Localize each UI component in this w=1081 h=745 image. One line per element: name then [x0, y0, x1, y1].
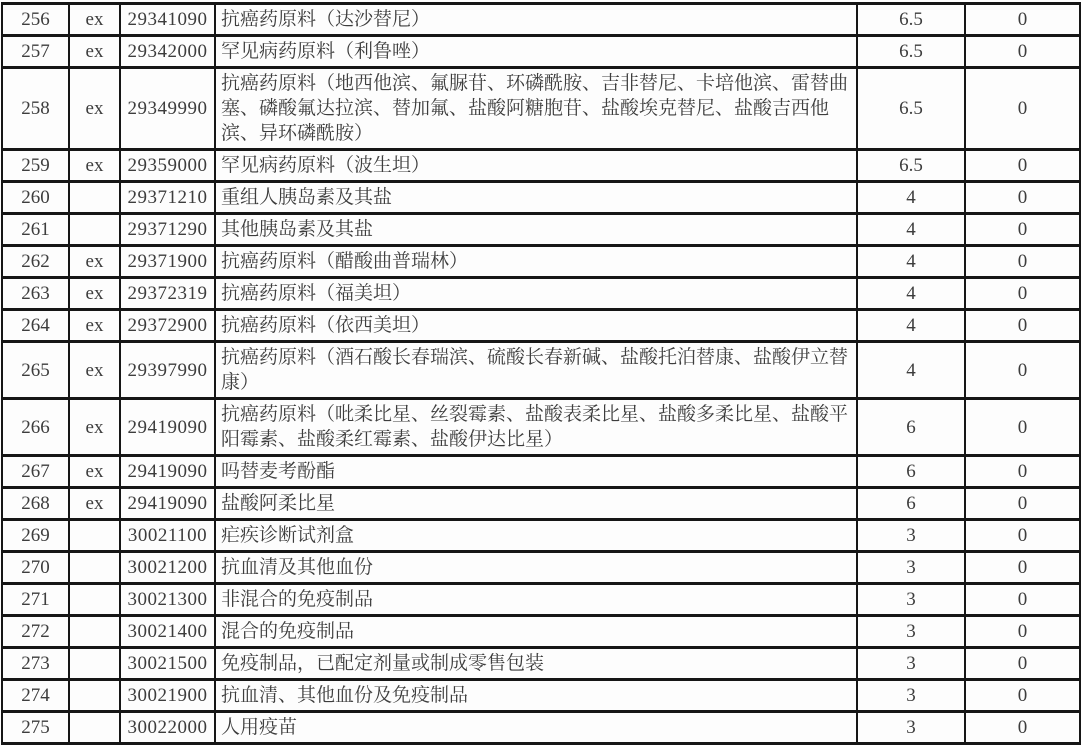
table-row [2, 246, 1080, 278]
rate-cell: 3 [857, 584, 965, 616]
hs-code-cell: 29349990 [120, 68, 215, 150]
description-cell: 重组人胰岛素及其盐 [215, 182, 857, 214]
hs-code-cell: 29371290 [120, 214, 215, 246]
ex-marker-cell: ex [69, 310, 120, 342]
zero-rate-cell: 0 [965, 214, 1080, 246]
hs-code-cell: 30021400 [120, 616, 215, 648]
rate-cell: 6.5 [857, 68, 965, 150]
hs-code-cell: 30021900 [120, 680, 215, 712]
row-number-cell: 257 [2, 36, 69, 68]
ex-marker-cell: ex [69, 399, 120, 456]
ex-marker-cell [69, 182, 120, 214]
hs-code-cell: 29419090 [120, 399, 215, 456]
table-row [2, 4, 1080, 36]
zero-rate-cell: 0 [965, 278, 1080, 310]
zero-rate-cell: 0 [965, 648, 1080, 680]
hs-code-cell: 30021300 [120, 584, 215, 616]
rate-cell: 4 [857, 214, 965, 246]
table-row [2, 342, 1080, 399]
row-number-cell: 258 [2, 68, 69, 150]
ex-marker-cell [69, 616, 120, 648]
description-cell: 抗血清及其他血份 [215, 552, 857, 584]
row-number-cell: 273 [2, 648, 69, 680]
table-row [2, 584, 1080, 616]
table-row [2, 680, 1080, 712]
table-row [2, 488, 1080, 520]
zero-rate-cell: 0 [965, 552, 1080, 584]
ex-marker-cell: ex [69, 342, 120, 399]
row-number-cell: 270 [2, 552, 69, 584]
row-number-cell: 268 [2, 488, 69, 520]
ex-marker-cell [69, 520, 120, 552]
ex-marker-cell [69, 712, 120, 744]
hs-code-cell: 29372319 [120, 278, 215, 310]
zero-rate-cell: 0 [965, 488, 1080, 520]
rate-cell: 4 [857, 310, 965, 342]
hs-code-cell: 29397990 [120, 342, 215, 399]
row-number-cell: 267 [2, 456, 69, 488]
description-cell: 人用疫苗 [215, 712, 857, 744]
rate-cell: 3 [857, 616, 965, 648]
ex-marker-cell [69, 552, 120, 584]
row-number-cell: 266 [2, 399, 69, 456]
table-row [2, 68, 1080, 150]
hs-code-cell: 29342000 [120, 36, 215, 68]
zero-rate-cell: 0 [965, 150, 1080, 182]
tariff-document-page [0, 2, 1080, 738]
description-cell: 混合的免疫制品 [215, 616, 857, 648]
hs-code-cell: 30021200 [120, 552, 215, 584]
zero-rate-cell: 0 [965, 584, 1080, 616]
table-row [2, 648, 1080, 680]
zero-rate-cell: 0 [965, 246, 1080, 278]
zero-rate-cell: 0 [965, 182, 1080, 214]
table-row [2, 150, 1080, 182]
row-number-cell: 262 [2, 246, 69, 278]
table-row [2, 616, 1080, 648]
rate-cell: 4 [857, 278, 965, 310]
rate-cell: 3 [857, 648, 965, 680]
row-number-cell: 274 [2, 680, 69, 712]
description-cell: 吗替麦考酚酯 [215, 456, 857, 488]
rate-cell: 3 [857, 712, 965, 744]
rate-cell: 6 [857, 456, 965, 488]
table-row [2, 712, 1080, 744]
description-cell: 抗癌药原料（吡柔比星、丝裂霉素、盐酸表柔比星、盐酸多柔比星、盐酸平阳霉素、盐酸柔红霉素、盐酸伊达比星） [215, 399, 857, 456]
tariff-table-body [2, 4, 1080, 744]
rate-cell: 3 [857, 552, 965, 584]
ex-marker-cell: ex [69, 68, 120, 150]
description-cell: 抗癌药原料（福美坦） [215, 278, 857, 310]
rate-cell: 6 [857, 488, 965, 520]
zero-rate-cell: 0 [965, 399, 1080, 456]
description-cell: 罕见病药原料（波生坦） [215, 150, 857, 182]
rate-cell: 6.5 [857, 150, 965, 182]
hs-code-cell: 29371900 [120, 246, 215, 278]
zero-rate-cell: 0 [965, 712, 1080, 744]
row-number-cell: 271 [2, 584, 69, 616]
description-cell: 非混合的免疫制品 [215, 584, 857, 616]
ex-marker-cell [69, 214, 120, 246]
row-number-cell: 275 [2, 712, 69, 744]
hs-code-cell: 29359000 [120, 150, 215, 182]
rate-cell: 6.5 [857, 36, 965, 68]
row-number-cell: 265 [2, 342, 69, 399]
table-row [2, 520, 1080, 552]
ex-marker-cell: ex [69, 246, 120, 278]
zero-rate-cell: 0 [965, 616, 1080, 648]
description-cell: 免疫制品，已配定剂量或制成零售包装 [215, 648, 857, 680]
description-cell: 抗癌药原料（依西美坦） [215, 310, 857, 342]
table-row [2, 278, 1080, 310]
hs-code-cell: 29419090 [120, 456, 215, 488]
ex-marker-cell: ex [69, 4, 120, 36]
hs-code-cell: 29371210 [120, 182, 215, 214]
hs-code-cell: 29372900 [120, 310, 215, 342]
ex-marker-cell: ex [69, 150, 120, 182]
zero-rate-cell: 0 [965, 342, 1080, 399]
table-row [2, 214, 1080, 246]
description-cell: 抗癌药原料（酒石酸长春瑞滨、硫酸长春新碱、盐酸托泊替康、盐酸伊立替康） [215, 342, 857, 399]
hs-code-cell: 29341090 [120, 4, 215, 36]
zero-rate-cell: 0 [965, 680, 1080, 712]
table-row [2, 552, 1080, 584]
row-number-cell: 256 [2, 4, 69, 36]
zero-rate-cell: 0 [965, 36, 1080, 68]
rate-cell: 3 [857, 520, 965, 552]
description-cell: 其他胰岛素及其盐 [215, 214, 857, 246]
row-number-cell: 263 [2, 278, 69, 310]
zero-rate-cell: 0 [965, 68, 1080, 150]
description-cell: 抗癌药原料（达沙替尼） [215, 4, 857, 36]
hs-code-cell: 30021100 [120, 520, 215, 552]
zero-rate-cell: 0 [965, 310, 1080, 342]
hs-code-cell: 30021500 [120, 648, 215, 680]
zero-rate-cell: 0 [965, 4, 1080, 36]
rate-cell: 4 [857, 342, 965, 399]
description-cell: 罕见病药原料（利鲁唑） [215, 36, 857, 68]
rate-cell: 6 [857, 399, 965, 456]
zero-rate-cell: 0 [965, 456, 1080, 488]
hs-code-cell: 29419090 [120, 488, 215, 520]
description-cell: 盐酸阿柔比星 [215, 488, 857, 520]
ex-marker-cell: ex [69, 488, 120, 520]
rate-cell: 3 [857, 680, 965, 712]
table-row [2, 456, 1080, 488]
table-row [2, 310, 1080, 342]
description-cell: 抗血清、其他血份及免疫制品 [215, 680, 857, 712]
rate-cell: 4 [857, 246, 965, 278]
ex-marker-cell: ex [69, 456, 120, 488]
tariff-table [1, 2, 1081, 745]
zero-rate-cell: 0 [965, 520, 1080, 552]
ex-marker-cell: ex [69, 278, 120, 310]
description-cell: 疟疾诊断试剂盒 [215, 520, 857, 552]
row-number-cell: 260 [2, 182, 69, 214]
row-number-cell: 261 [2, 214, 69, 246]
table-row [2, 182, 1080, 214]
row-number-cell: 269 [2, 520, 69, 552]
row-number-cell: 272 [2, 616, 69, 648]
ex-marker-cell [69, 584, 120, 616]
description-cell: 抗癌药原料（地西他滨、氟脲苷、环磷酰胺、吉非替尼、卡培他滨、雷替曲塞、磷酸氟达拉滨、替加氟、盐酸阿糖胞苷、盐酸埃克替尼、盐酸吉西他滨、异环磷酰胺） [215, 68, 857, 150]
table-row [2, 399, 1080, 456]
row-number-cell: 259 [2, 150, 69, 182]
description-cell: 抗癌药原料（醋酸曲普瑞林） [215, 246, 857, 278]
hs-code-cell: 30022000 [120, 712, 215, 744]
ex-marker-cell [69, 648, 120, 680]
table-row [2, 36, 1080, 68]
row-number-cell: 264 [2, 310, 69, 342]
ex-marker-cell: ex [69, 36, 120, 68]
rate-cell: 4 [857, 182, 965, 214]
rate-cell: 6.5 [857, 4, 965, 36]
ex-marker-cell [69, 680, 120, 712]
